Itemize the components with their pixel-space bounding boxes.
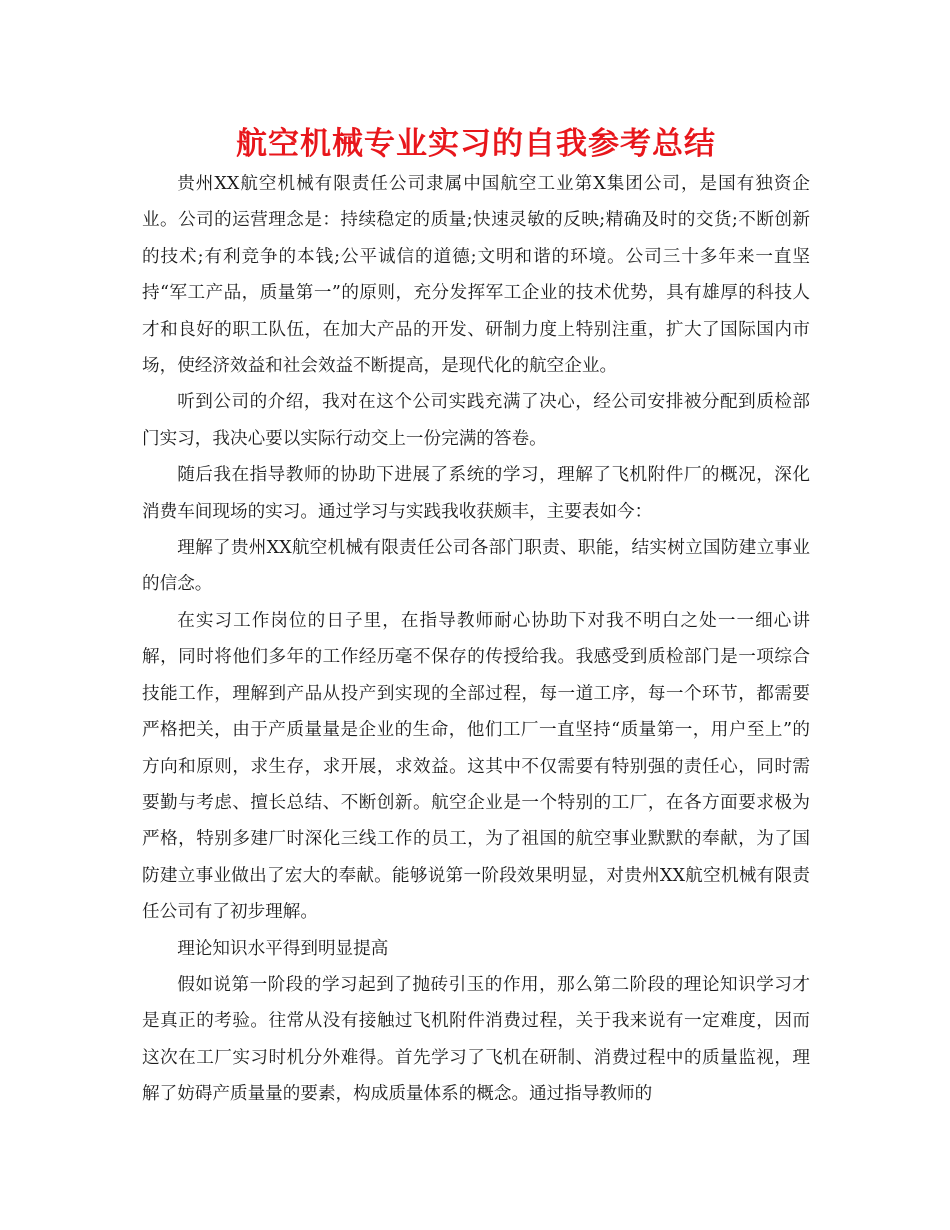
document-body bbox=[142, 166, 810, 1113]
paragraph-theory-heading: 理论知识水平得到明显提高 bbox=[177, 938, 389, 959]
document-title: 航空机械专业实习的自我参考总结 bbox=[236, 126, 716, 162]
paragraph-department-duties: 理解了贵州XX航空机械有限责任公司各部门职责、职能，结实树立国防建立事业的信念。 bbox=[142, 538, 810, 595]
paragraph-internship-experience: 在实习工作岗位的日子里，在指导教师耐心协助下对我不明白之处一一细心讲解，同时将他们多年的工作经历毫不保存的传授给我。我感受到质检部门是一项综合技能工作，理解到产品从投产到实现的全部过程，每一道工序，每一个环节，都需要严格把关，由于产质量量是企业的生命，他们工厂一直坚持“质量第一，用户至上”的方向和原则，求生存，求开展，求效益。这其中不仅需要有特别强的责任心，同时需要勤与考虑、擅长总结、不断创新。航空企业是一个特别的工厂，在各方面要求极为严格，特别多建厂时深化三线工作的员工，为了祖国的航空事业默默的奉献，为了国防建立事业做出了宏大的奉献。能够说第一阶段效果明显，对贵州XX航空机械有限责任公司有了初步理解。 bbox=[142, 610, 810, 923]
paragraph-theory-study: 假如说第一阶段的学习起到了抛砖引玉的作用，那么第二阶段的理论知识学习才是真正的考验。往常从没有接触过飞机附件消费过程，关于我来说有一定难度，因而这次在工厂实习时机分外难得。首先学习了飞机在研制、消费过程中的质量监视，理解了妨碍产质量量的要素，构成质量体系的概念。通过指导教师的 bbox=[142, 974, 810, 1105]
paragraph-study-overview: 随后我在指导教师的协助下进展了系统的学习，理解了飞机附件厂的概况，深化消费车间现场的实习。通过学习与实践我收获颇丰，主要表如今： bbox=[142, 465, 810, 522]
paragraph-assignment: 听到公司的介绍，我对在这个公司实践充满了决心，经公司安排被分配到质检部门实习，我决心要以实际行动交上一份完满的答卷。 bbox=[142, 392, 810, 449]
paragraph-company-intro: 贵州XX航空机械有限责任公司隶属中国航空工业第X集团公司，是国有独资企业。公司的运营理念是：持续稳定的质量;快速灵敏的反映;精确及时的交货;不断创新的技术;有利竞争的本钱;公平诚信的道德;文明和谐的环境。公司三十多年来一直坚持“军工产品，质量第一”的原则，充分发挥军工企业的技术优势，具有雄厚的科技人才和良好的职工队伍，在加大产品的开发、研制力度上特别注重，扩大了国际国内市场，使经济效益和社会效益不断提高，是现代化的航空企业。 bbox=[142, 174, 810, 377]
